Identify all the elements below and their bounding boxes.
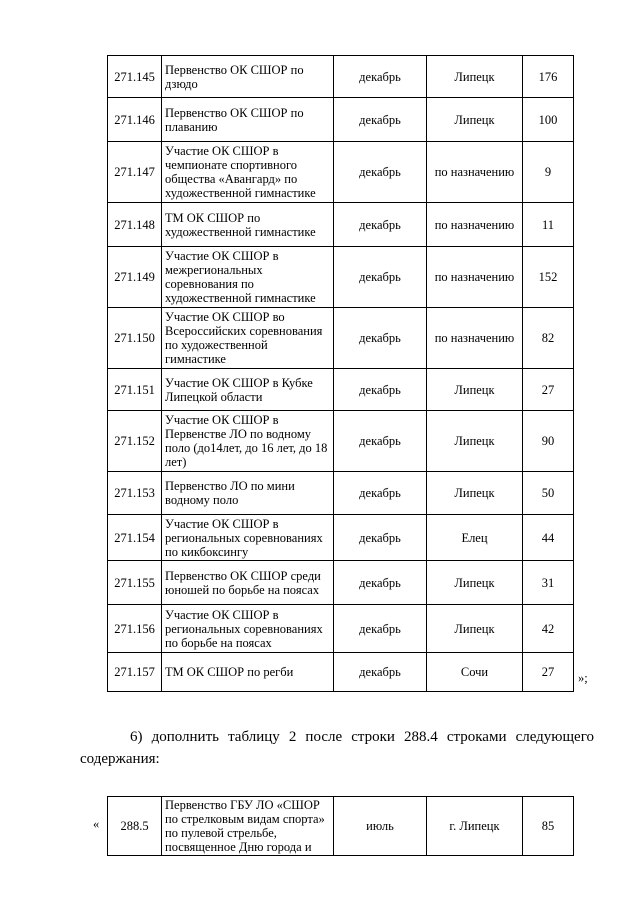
event-name-cell: Участие ОК СШОР в Кубке Липецкой области bbox=[162, 369, 334, 411]
participants-count-cell: 50 bbox=[523, 472, 574, 515]
month-cell: декабрь bbox=[334, 515, 427, 561]
table-row bbox=[108, 247, 574, 308]
event-name-cell: Участие ОК СШОР в региональных соревнованиях по борьбе на поясах bbox=[162, 605, 334, 653]
event-name-cell: Участие ОК СШОР в региональных соревнованиях по кикбоксингу bbox=[162, 515, 334, 561]
participants-count-cell: 85 bbox=[523, 797, 574, 856]
events-table-2 bbox=[107, 796, 574, 856]
row-number-cell: 271.155 bbox=[108, 561, 162, 605]
row-number-cell: 271.145 bbox=[108, 56, 162, 98]
participants-count-cell: 82 bbox=[523, 308, 574, 369]
participants-count-cell: 42 bbox=[523, 605, 574, 653]
place-cell: Сочи bbox=[427, 653, 523, 692]
row-number-cell: 271.147 bbox=[108, 142, 162, 203]
table-row bbox=[108, 411, 574, 472]
row-number-cell: 271.151 bbox=[108, 369, 162, 411]
table-row bbox=[108, 653, 574, 692]
month-cell: декабрь bbox=[334, 472, 427, 515]
place-cell: по назначению bbox=[427, 142, 523, 203]
event-name-cell: Участие ОК СШОР в чемпионате спортивного общества «Авангард» по художественной гимнастике bbox=[162, 142, 334, 203]
place-cell: Липецк bbox=[427, 561, 523, 605]
month-cell: декабрь bbox=[334, 308, 427, 369]
month-cell: декабрь bbox=[334, 653, 427, 692]
table-row bbox=[108, 515, 574, 561]
row-number-cell: 288.5 bbox=[108, 797, 162, 856]
place-cell: по назначению bbox=[427, 247, 523, 308]
table-row bbox=[108, 203, 574, 247]
row-number-cell: 271.148 bbox=[108, 203, 162, 247]
place-cell: Липецк bbox=[427, 605, 523, 653]
participants-count-cell: 27 bbox=[523, 369, 574, 411]
place-cell: Липецк bbox=[427, 369, 523, 411]
participants-count-cell: 100 bbox=[523, 98, 574, 142]
participants-count-cell: 176 bbox=[523, 56, 574, 98]
event-name-cell: Первенство ЛО по мини водному поло bbox=[162, 472, 334, 515]
month-cell: декабрь bbox=[334, 203, 427, 247]
place-cell: Елец bbox=[427, 515, 523, 561]
place-cell: Липецк bbox=[427, 56, 523, 98]
participants-count-cell: 44 bbox=[523, 515, 574, 561]
participants-count-cell: 90 bbox=[523, 411, 574, 472]
row-number-cell: 271.154 bbox=[108, 515, 162, 561]
table-row bbox=[108, 472, 574, 515]
row-number-cell: 271.152 bbox=[108, 411, 162, 472]
month-cell: декабрь bbox=[334, 561, 427, 605]
closing-quote: »; bbox=[578, 671, 588, 685]
place-cell: по назначению bbox=[427, 203, 523, 247]
participants-count-cell: 152 bbox=[523, 247, 574, 308]
place-cell: г. Липецк bbox=[427, 797, 523, 856]
row-number-cell: 271.146 bbox=[108, 98, 162, 142]
event-name-cell: Первенство ОК СШОР по дзюдо bbox=[162, 56, 334, 98]
month-cell: декабрь bbox=[334, 369, 427, 411]
event-name-cell: ТМ ОК СШОР по регби bbox=[162, 653, 334, 692]
amendment-paragraph: 6) дополнить таблицу 2 после строки 288.4 строками следующего содержания: bbox=[80, 729, 594, 767]
row-number-cell: 271.157 bbox=[108, 653, 162, 692]
event-name-cell: ТМ ОК СШОР по художественной гимнастике bbox=[162, 203, 334, 247]
table-row bbox=[108, 605, 574, 653]
event-name-cell: Участие ОК СШОР во Всероссийских соревнования по художественной гимнастике bbox=[162, 308, 334, 369]
month-cell: декабрь bbox=[334, 98, 427, 142]
place-cell: Липецк bbox=[427, 98, 523, 142]
participants-count-cell: 31 bbox=[523, 561, 574, 605]
participants-count-cell: 9 bbox=[523, 142, 574, 203]
opening-quote: « bbox=[93, 817, 100, 831]
place-cell: Липецк bbox=[427, 472, 523, 515]
place-cell: по назначению bbox=[427, 308, 523, 369]
events-table bbox=[107, 55, 574, 692]
events-table-2-body bbox=[108, 797, 574, 856]
table-row bbox=[108, 369, 574, 411]
events-table-body bbox=[108, 56, 574, 692]
month-cell: июль bbox=[334, 797, 427, 856]
month-cell: декабрь bbox=[334, 56, 427, 98]
event-name-cell: Первенство ОК СШОР по плаванию bbox=[162, 98, 334, 142]
month-cell: декабрь bbox=[334, 411, 427, 472]
event-name-cell: Первенство ОК СШОР среди юношей по борьбе на поясах bbox=[162, 561, 334, 605]
table-row bbox=[108, 308, 574, 369]
row-number-cell: 271.156 bbox=[108, 605, 162, 653]
participants-count-cell: 11 bbox=[523, 203, 574, 247]
table-row bbox=[108, 98, 574, 142]
table-row bbox=[108, 561, 574, 605]
row-number-cell: 271.150 bbox=[108, 308, 162, 369]
month-cell: декабрь bbox=[334, 142, 427, 203]
event-name-cell: Первенство ГБУ ЛО «СШОР по стрелковым видам спорта» по пулевой стрельбе, посвященное Дню города и bbox=[162, 797, 334, 856]
place-cell: Липецк bbox=[427, 411, 523, 472]
table-row bbox=[108, 142, 574, 203]
table-row bbox=[108, 797, 574, 856]
month-cell: декабрь bbox=[334, 605, 427, 653]
row-number-cell: 271.149 bbox=[108, 247, 162, 308]
event-name-cell: Участие ОК СШОР в Первенстве ЛО по водному поло (до14лет, до 16 лет, до 18 лет) bbox=[162, 411, 334, 472]
row-number-cell: 271.153 bbox=[108, 472, 162, 515]
table-row bbox=[108, 56, 574, 98]
participants-count-cell: 27 bbox=[523, 653, 574, 692]
month-cell: декабрь bbox=[334, 247, 427, 308]
event-name-cell: Участие ОК СШОР в межрегиональных соревнования по художественной гимнастике bbox=[162, 247, 334, 308]
